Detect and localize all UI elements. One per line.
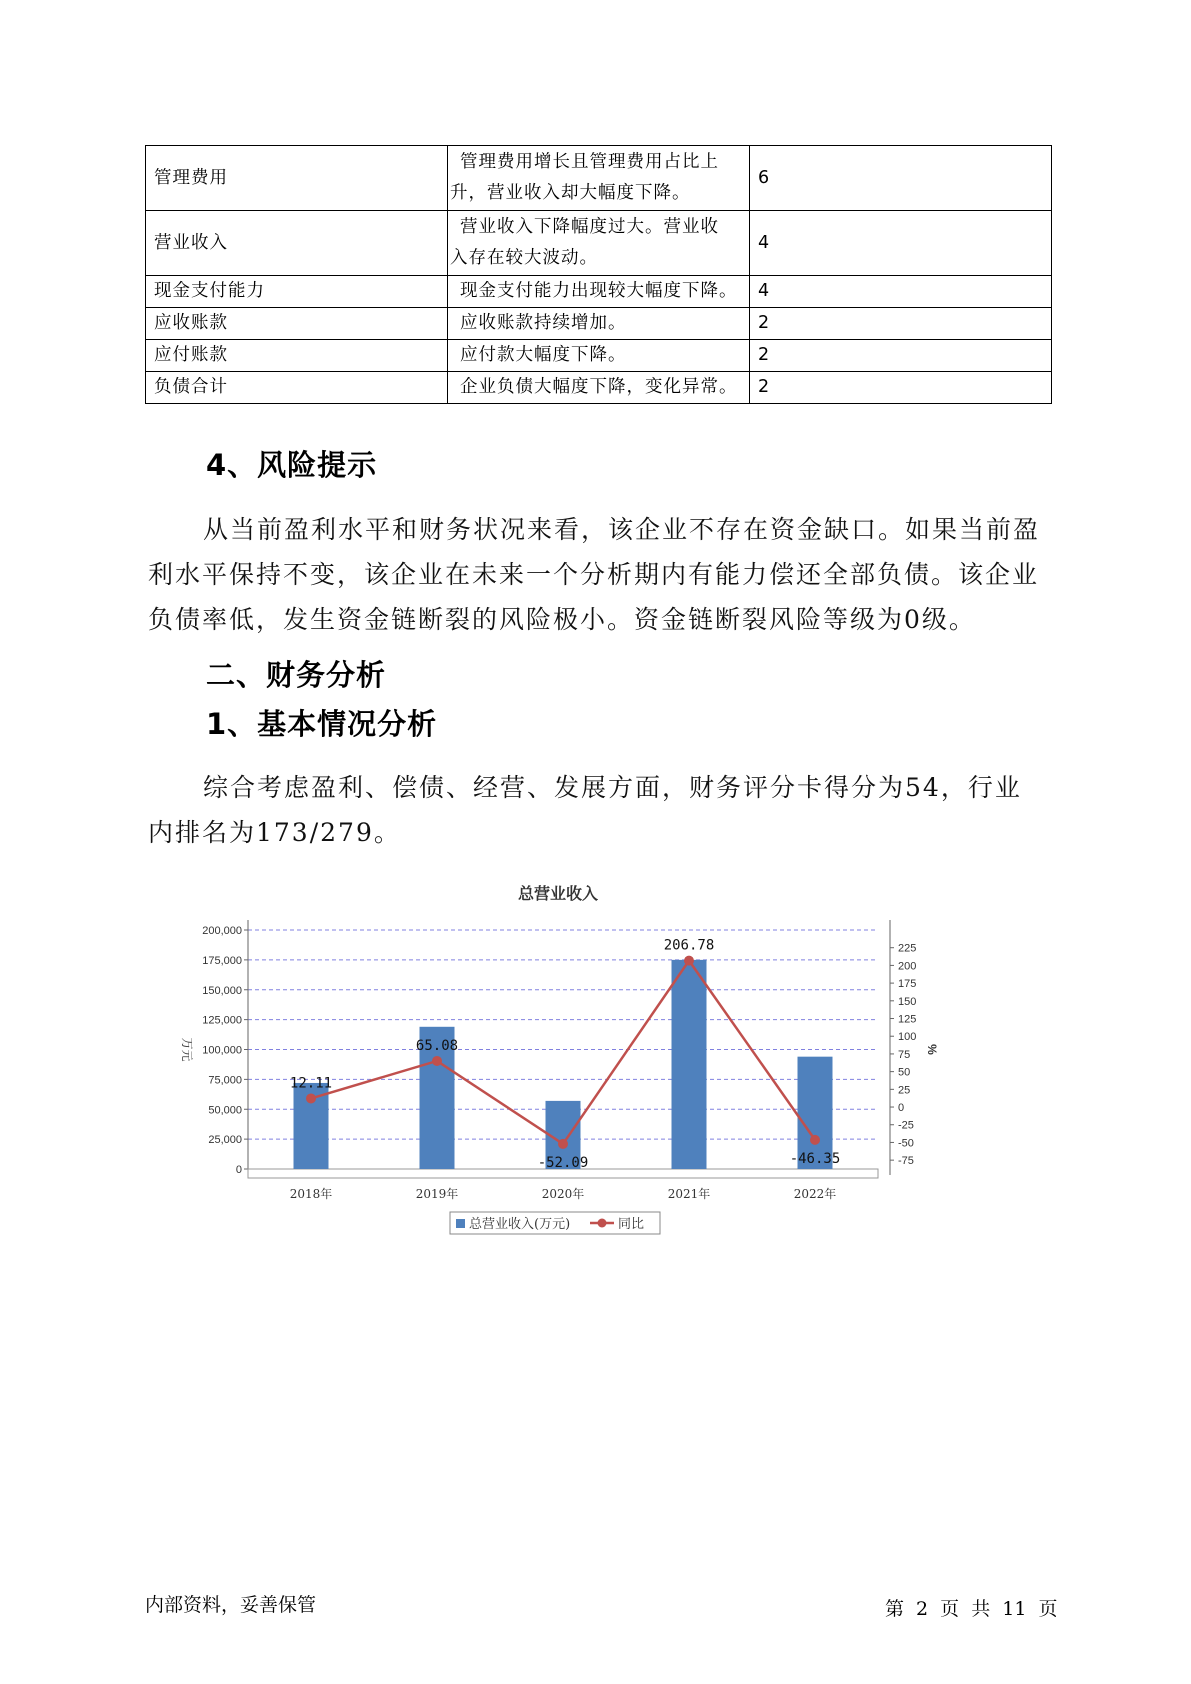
table-cell-score: 4 bbox=[750, 276, 1052, 308]
desc-line: 营业收入下降幅度过大。营业收 bbox=[460, 217, 719, 237]
y2-axis-title: % bbox=[925, 1044, 939, 1055]
y-tick-label: 200,000 bbox=[202, 925, 242, 937]
bar bbox=[672, 960, 707, 1169]
chart-title: 总营业收入 bbox=[517, 886, 599, 903]
yoy-point bbox=[306, 1093, 316, 1103]
y2-tick-label: 150 bbox=[898, 995, 917, 1008]
chart-svg bbox=[180, 880, 1040, 1340]
yoy-data-label: 206.78 bbox=[663, 937, 715, 954]
y2-tick-label: 225 bbox=[898, 942, 917, 955]
y-tick-label: 0 bbox=[235, 1164, 242, 1176]
revenue-chart bbox=[180, 880, 1040, 1340]
table-row bbox=[146, 308, 1052, 340]
legend-bar-label: 总营业收入(万元) bbox=[469, 1217, 571, 1232]
x-tick-label: 2018年 bbox=[289, 1187, 333, 1201]
table-cell-desc bbox=[448, 276, 750, 308]
y2-tick-label: 25 bbox=[898, 1084, 911, 1097]
y2-tick-label: 50 bbox=[898, 1066, 911, 1079]
y-tick-label: 75,000 bbox=[208, 1074, 242, 1087]
desc-line: 管理费用增长且管理费用占比上 bbox=[460, 152, 719, 172]
table-row bbox=[146, 372, 1052, 404]
y-tick-label: 175,000 bbox=[202, 954, 242, 967]
desc-line: 企业负债大幅度下降，变化异常。 bbox=[460, 377, 738, 397]
table-cell-score: 4 bbox=[750, 211, 1052, 276]
table-cell-score: 6 bbox=[750, 146, 1052, 211]
desc-line: 应付款大幅度下降。 bbox=[460, 345, 627, 365]
table-cell-item: 营业收入 bbox=[146, 211, 448, 276]
y2-tick-label: -25 bbox=[898, 1119, 914, 1132]
yoy-point bbox=[432, 1056, 442, 1066]
table-cell-desc bbox=[448, 146, 750, 211]
risk-factor-table bbox=[145, 145, 1052, 404]
y2-tick-label: 100 bbox=[898, 1031, 917, 1044]
table-cell-item: 应收账款 bbox=[146, 308, 448, 340]
desc-line: 入存在较大波动。 bbox=[450, 248, 598, 268]
subheading-basic-analysis: 1、基本情况分析 bbox=[206, 707, 438, 741]
y-tick-label: 100,000 bbox=[202, 1044, 242, 1057]
yoy-data-label: -52.09 bbox=[537, 1154, 589, 1171]
yoy-data-label: -46.35 bbox=[789, 1150, 841, 1167]
finance-paragraph: 综合考虑盈利、偿债、经营、发展方面，财务评分卡得分为54，行业内排名为173/279。 bbox=[148, 773, 1022, 847]
y2-tick-label: 0 bbox=[898, 1102, 905, 1115]
footer-page-number: 第 2 页 共 11 页 bbox=[885, 1598, 1058, 1620]
yoy-point bbox=[810, 1135, 820, 1145]
desc-line: 应收账款持续增加。 bbox=[460, 313, 627, 333]
yoy-point bbox=[684, 956, 694, 966]
legend-bar-swatch bbox=[456, 1219, 465, 1228]
footer-confidential-note: 内部资料，妥善保管 bbox=[145, 1594, 317, 1616]
x-tick-label: 2021年 bbox=[667, 1187, 711, 1201]
x-tick-label: 2019年 bbox=[415, 1187, 459, 1201]
y2-tick-label: 175 bbox=[898, 978, 917, 991]
legend-line-marker bbox=[598, 1219, 607, 1228]
table-row bbox=[146, 276, 1052, 308]
table-row bbox=[146, 340, 1052, 372]
table-cell-score: 2 bbox=[750, 372, 1052, 404]
risk-paragraph: 从当前盈利水平和财务状况来看，该企业不存在资金缺口。如果当前盈利水平保持不变，该企业在未来一个分析期内有能力偿还全部负债。该企业负债率低，发生资金链断裂的风险极小。资金链断裂风险等级为0级。 bbox=[148, 515, 1041, 634]
table-cell-desc bbox=[448, 372, 750, 404]
legend-line-label: 同比 bbox=[618, 1217, 645, 1232]
section-heading-risk: 4、风险提示 bbox=[206, 448, 378, 482]
x-tick-label: 2022年 bbox=[793, 1187, 837, 1201]
section-heading-finance: 二、财务分析 bbox=[206, 658, 387, 692]
table-row bbox=[146, 211, 1052, 276]
desc-line: 升，营业收入却大幅度下降。 bbox=[450, 183, 691, 203]
table-cell-item: 现金支付能力 bbox=[146, 276, 448, 308]
y2-tick-label: -50 bbox=[898, 1137, 914, 1150]
table-cell-desc bbox=[448, 211, 750, 276]
table-cell-item: 负债合计 bbox=[146, 372, 448, 404]
y2-tick-label: 75 bbox=[898, 1048, 911, 1061]
table-cell-desc bbox=[448, 308, 750, 340]
table-cell-desc bbox=[448, 340, 750, 372]
table-row bbox=[146, 146, 1052, 211]
yoy-data-label: 65.08 bbox=[415, 1037, 459, 1054]
table-cell-item: 管理费用 bbox=[146, 146, 448, 211]
table-cell-score: 2 bbox=[750, 340, 1052, 372]
y2-tick-label: 200 bbox=[898, 960, 917, 973]
yoy-point bbox=[558, 1139, 568, 1149]
y2-tick-label: -75 bbox=[898, 1155, 914, 1168]
y-axis-title: 万元 bbox=[180, 1037, 194, 1062]
desc-line: 现金支付能力出现较大幅度下降。 bbox=[460, 281, 738, 301]
y-tick-label: 50,000 bbox=[208, 1104, 242, 1117]
x-tick-label: 2020年 bbox=[541, 1187, 585, 1201]
y-tick-label: 125,000 bbox=[202, 1014, 242, 1027]
table-cell-item: 应付账款 bbox=[146, 340, 448, 372]
table-cell-score: 2 bbox=[750, 308, 1052, 340]
y2-tick-label: 125 bbox=[898, 1013, 917, 1026]
y-tick-label: 150,000 bbox=[202, 984, 242, 997]
yoy-data-label: 12.11 bbox=[289, 1075, 333, 1092]
y-tick-label: 25,000 bbox=[208, 1134, 242, 1147]
